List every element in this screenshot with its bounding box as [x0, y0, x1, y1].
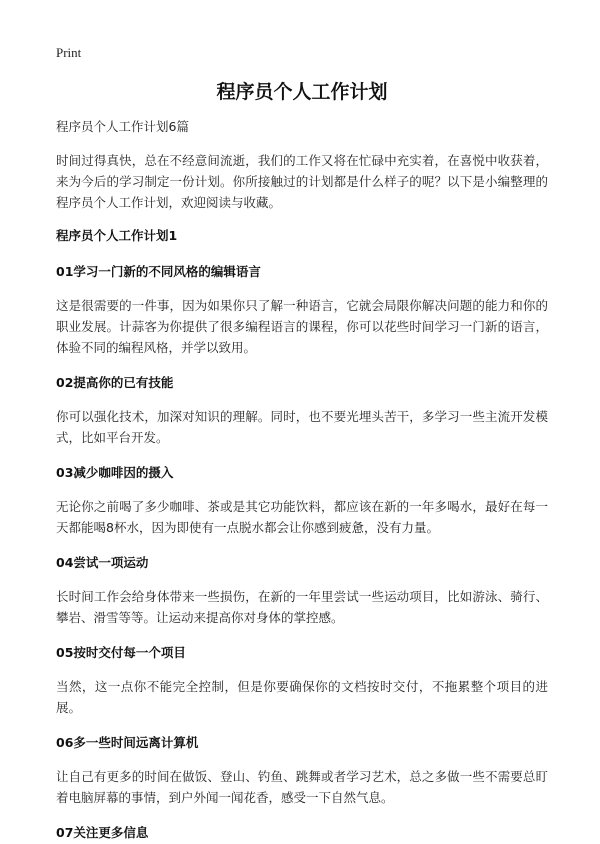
print-label: Print: [56, 45, 82, 60]
section-body-01: 这是很需要的一件事，因为如果你只了解一种语言，它就会局限你解决问题的能力和你的职业发展。计蒜客为你提供了很多编程语言的课程，你可以花些时间学习一门新的语言，体验不同的编程风格，并学以致用。: [56, 298, 548, 355]
section-body-05: 当然，这一点你不能完全控制，但是你要确保你的文档按时交付，不拖累整个项目的进展。: [56, 679, 548, 715]
section-heading-02: 02提高你的已有技能: [56, 375, 174, 390]
section-heading-01: 01学习一门新的不同风格的编辑语言: [56, 264, 261, 279]
document-subtitle: 程序员个人工作计划6篇: [56, 119, 189, 134]
section-heading-06: 06多一些时间远离计算机: [56, 735, 199, 750]
section-body-06: 让自己有更多的时间在做饭、登山、钓鱼、跳舞或者学习艺术，总之多做一些不需要总盯着电脑屏幕的事情，到户外闻一闻花香，感受一下自然气息。: [56, 769, 548, 805]
section-body-04: 长时间工作会给身体带来一些损伤，在新的一年里尝试一些运动项目，比如游泳、骑行、攀岩、滑雪等等。让运动来提高你对身体的掌控感。: [56, 589, 548, 625]
part-title: 程序员个人工作计划1: [56, 228, 178, 243]
intro-paragraph: 时间过得真快，总在不经意间流逝，我们的工作又将在忙碌中充实着，在喜悦中收获着，来为今后的学习制定一份计划。你所接触过的计划都是什么样子的呢？以下是小编整理的程序员个人工作计划，欢迎阅读与收藏。: [56, 153, 548, 210]
section-body-03: 无论你之前喝了多少咖啡、茶或是其它功能饮料，都应该在新的一年多喝水，最好在每一天都能喝8杯水，因为即使有一点脱水都会让你感到疲惫，没有力量。: [56, 499, 548, 535]
section-heading-03: 03减少咖啡因的摄入: [56, 465, 174, 480]
section-heading-04: 04尝试一项运动: [56, 555, 149, 570]
section-heading-05: 05按时交付每一个项目: [56, 645, 186, 660]
section-heading-07: 07关注更多信息: [56, 825, 149, 840]
section-body-02: 你可以强化技术，加深对知识的理解。同时，也不要光埋头苦干，多学习一些主流开发模式，比如平台开发。: [56, 409, 548, 445]
page-title: 程序员个人工作计划: [216, 81, 388, 103]
